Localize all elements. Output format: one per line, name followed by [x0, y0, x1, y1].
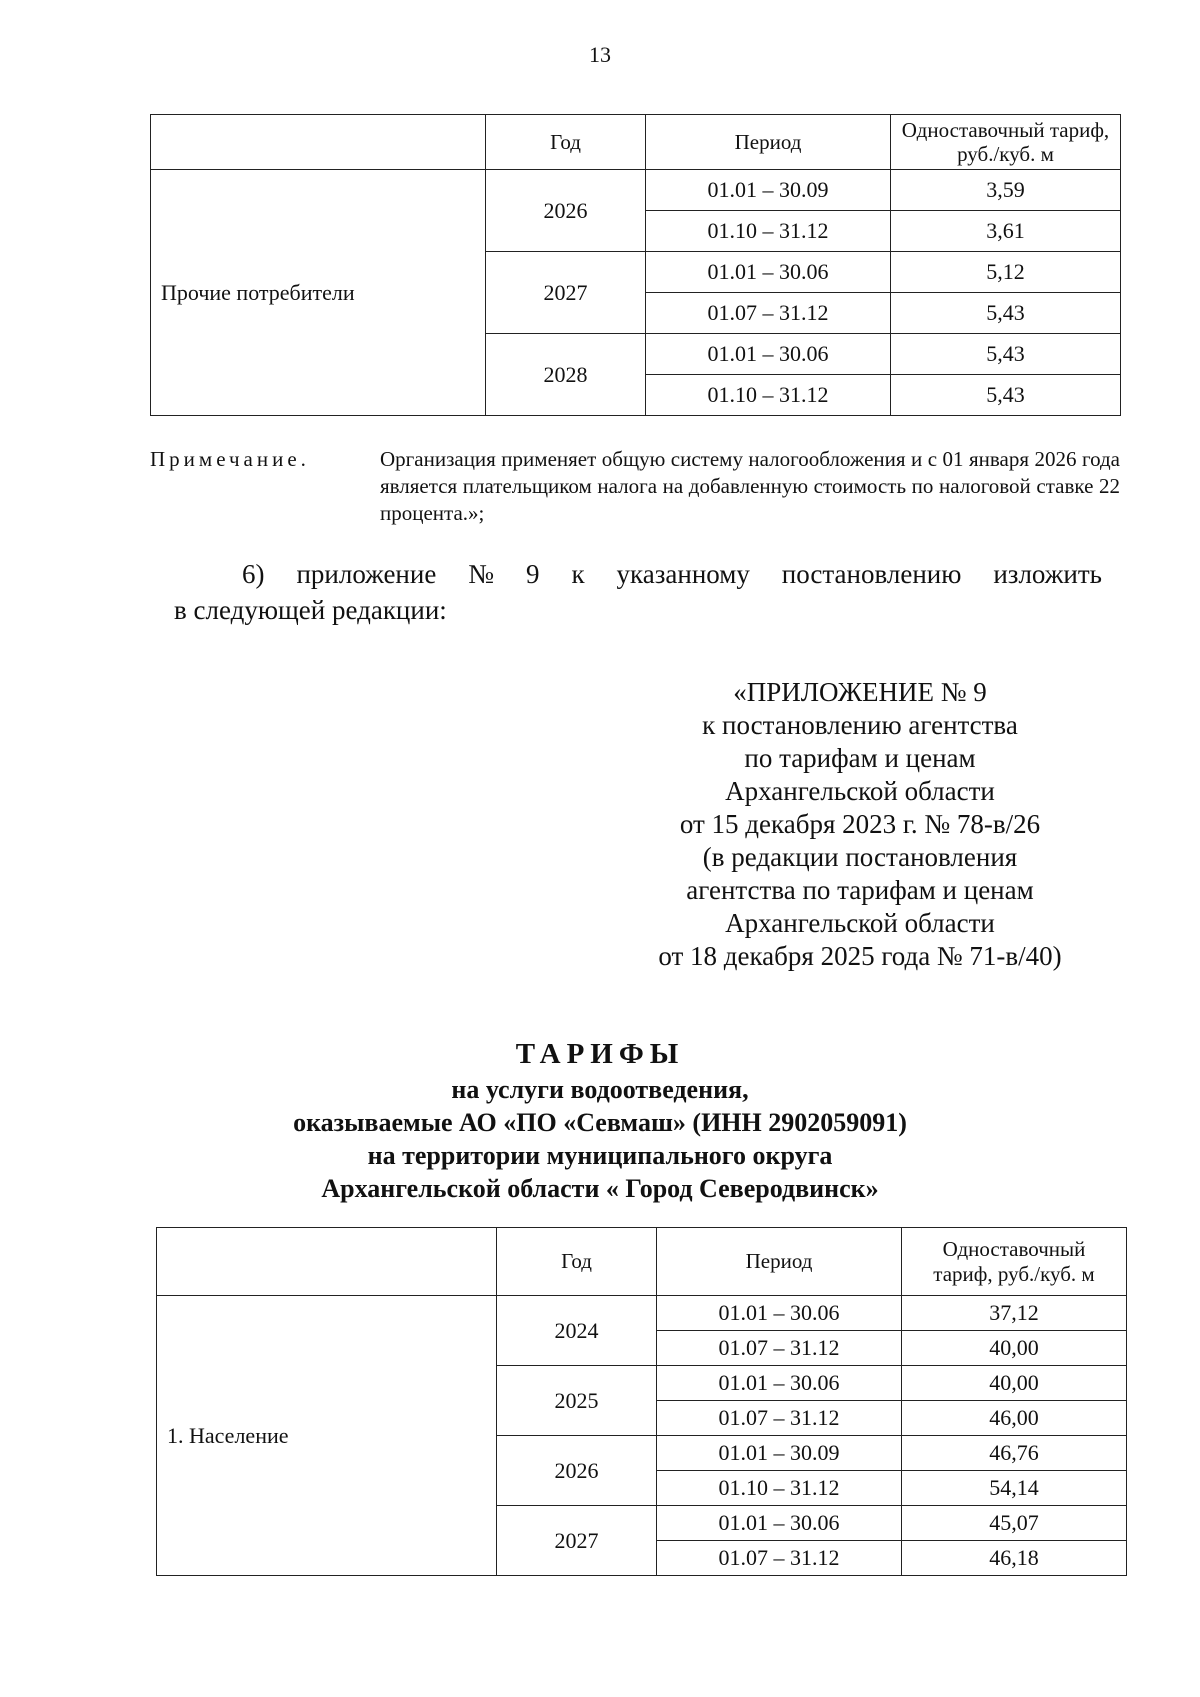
note-text: Организация применяет общую систему налогообложения и с 01 января 2026 года является плательщиком налога на добавленную стоимость по налоговой ставке 22 процента.»; [380, 447, 1120, 525]
period-cell: 01.01 – 30.06 [657, 1366, 902, 1401]
note-label: Примечание. [150, 447, 310, 471]
period-cell: 01.10 – 31.12 [646, 375, 891, 416]
period-cell: 01.01 – 30.06 [657, 1506, 902, 1541]
header-tariff: Одноставочный тариф, руб./куб. м [891, 115, 1121, 170]
header-period: Период [646, 115, 891, 170]
consumer-cell: 1. Население [157, 1296, 497, 1576]
period-cell: 01.07 – 31.12 [657, 1331, 902, 1366]
period-cell: 01.07 – 31.12 [657, 1401, 902, 1436]
tariff-cell: 40,00 [902, 1331, 1127, 1366]
appendix-line: Архангельской области [725, 908, 995, 938]
amendment-word: № [468, 559, 495, 589]
period-cell: 01.10 – 31.12 [657, 1471, 902, 1506]
amendment-paragraph [174, 556, 1102, 628]
tariff-cell: 3,61 [891, 211, 1121, 252]
tariff-table-population [156, 1227, 1127, 1576]
table-row [157, 1296, 1127, 1331]
amendment-word: приложение [296, 559, 437, 589]
year-cell: 2026 [486, 170, 646, 252]
period-cell: 01.10 – 31.12 [646, 211, 891, 252]
header-year: Год [497, 1228, 657, 1296]
header-consumer [157, 1228, 497, 1296]
title-line: на территории муниципального округа [367, 1141, 833, 1170]
appendix-line: по тарифам и ценам [744, 743, 976, 773]
tariff-cell: 40,00 [902, 1366, 1127, 1401]
table-row [151, 170, 1121, 211]
period-cell: 01.01 – 30.09 [646, 170, 891, 211]
title-line: Архангельской области « Город Северодвинск» [321, 1174, 879, 1203]
tariff-cell: 5,43 [891, 375, 1121, 416]
title-main: ТАРИФЫ [515, 1038, 685, 1070]
period-cell: 01.07 – 31.12 [657, 1541, 902, 1576]
amendment-word: 6) [242, 559, 265, 589]
year-cell: 2024 [497, 1296, 657, 1366]
tariff-cell: 54,14 [902, 1471, 1127, 1506]
header-tariff: Одноставочный тариф, руб./куб. м [902, 1228, 1127, 1296]
amendment-word: постановлению [781, 559, 962, 589]
amendment-word: 9 [526, 559, 540, 589]
appendix-line: к постановлению агентства [702, 710, 1018, 740]
header-period: Период [657, 1228, 902, 1296]
header-consumer [151, 115, 486, 170]
appendix-line: (в редакции постановления [702, 842, 1018, 872]
header-year: Год [486, 115, 646, 170]
amendment-word: изложить [993, 559, 1102, 589]
tariff-cell: 45,07 [902, 1506, 1127, 1541]
appendix-line: агентства по тарифам и ценам [686, 875, 1034, 905]
year-cell: 2027 [486, 252, 646, 334]
appendix-line: от 18 декабря 2025 года № 71-в/40) [658, 941, 1062, 971]
amendment-line-2: в следующей редакции: [174, 595, 447, 625]
amendment-line-1 [174, 556, 1102, 592]
appendix-line: Архангельской области [725, 776, 995, 806]
tariff-cell: 46,18 [902, 1541, 1127, 1576]
period-cell: 01.01 – 30.06 [646, 334, 891, 375]
document-title [0, 1038, 1200, 1205]
year-cell: 2028 [486, 334, 646, 416]
year-cell: 2027 [497, 1506, 657, 1576]
tariff-cell: 46,76 [902, 1436, 1127, 1471]
tariff-cell: 5,43 [891, 334, 1121, 375]
appendix-line: от 15 декабря 2023 г. № 78-в/26 [679, 809, 1041, 839]
amendment-word: к [571, 559, 585, 589]
appendix-header [600, 676, 1120, 973]
tariff-cell: 5,43 [891, 293, 1121, 334]
table-header-row [157, 1228, 1127, 1296]
consumer-cell: Прочие потребители [151, 170, 486, 416]
tariff-cell: 46,00 [902, 1401, 1127, 1436]
tariff-cell: 3,59 [891, 170, 1121, 211]
title-line: оказываемые АО «ПО «Севмаш» (ИНН 2902059091) [293, 1108, 907, 1137]
amendment-word: указанному [616, 559, 750, 589]
tariff-cell: 37,12 [902, 1296, 1127, 1331]
period-cell: 01.01 – 30.06 [646, 252, 891, 293]
tariff-cell: 5,12 [891, 252, 1121, 293]
year-cell: 2026 [497, 1436, 657, 1506]
page-number: 13 [589, 42, 611, 67]
period-cell: 01.01 – 30.06 [657, 1296, 902, 1331]
title-line: на услуги водоотведения, [451, 1075, 749, 1104]
tariff-table-other-consumers [150, 114, 1121, 416]
period-cell: 01.07 – 31.12 [646, 293, 891, 334]
year-cell: 2025 [497, 1366, 657, 1436]
table-header-row [151, 115, 1121, 170]
appendix-line: «ПРИЛОЖЕНИЕ № 9 [733, 677, 987, 707]
period-cell: 01.01 – 30.09 [657, 1436, 902, 1471]
